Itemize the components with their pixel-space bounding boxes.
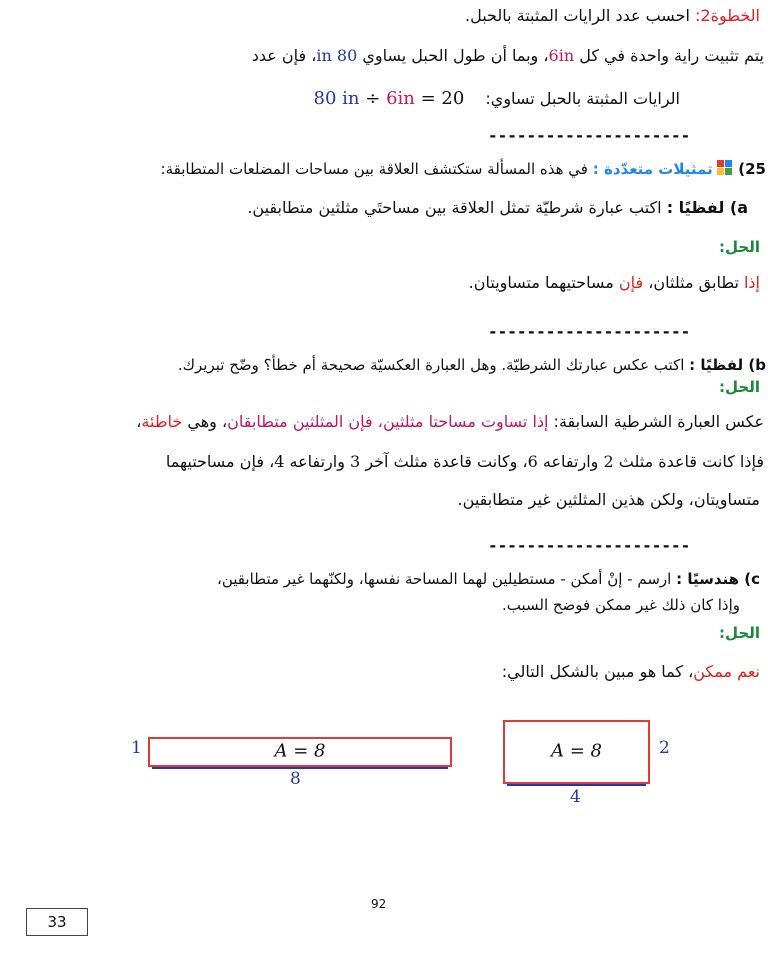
ans-b-n2: 2 <box>603 452 614 471</box>
p1-part2: ، وبما أن طول الحبل يساوي <box>357 46 549 65</box>
expr-6in: 6in <box>386 88 415 109</box>
ans-a-then: فإن <box>618 273 644 292</box>
question-c <box>217 570 760 588</box>
step2-text: احسب عدد الرايات المثبتة بالحبل. <box>465 6 695 25</box>
qc-label: c) هندسيًا : <box>676 570 760 588</box>
rectangle-2 <box>503 720 650 784</box>
qc-text1: ارسم - إنْ أمكن - مستطيلين لهما المساحة نفسها، ولكنّهما غير متطابقين، <box>217 570 672 588</box>
solution-label-b: الحل: <box>719 378 760 396</box>
separator: --------------------- <box>488 126 691 145</box>
rectangle-2-width: 4 <box>570 787 581 807</box>
answer-c <box>502 662 760 681</box>
p1-part1: يتم تثبيت راية واحدة في كل <box>574 46 764 65</box>
separator: --------------------- <box>488 322 691 341</box>
ans-c-yes: نعم ممكن <box>693 662 760 681</box>
ans-c-rest: ، كما هو مبين بالشكل التالي: <box>501 662 694 681</box>
ans-a-end: مساحتيهما متساويتان. <box>468 273 619 292</box>
ans-b-l1a: عكس العبارة الشرطية السابقة: <box>548 412 764 431</box>
page-number: 92 <box>371 897 387 911</box>
ans-b-l1c: ، وهي <box>182 412 228 431</box>
paragraph-line-2 <box>314 88 680 109</box>
expr-eq: = <box>414 88 442 109</box>
step2-label: الخطوة2: <box>695 6 760 25</box>
math-80in: 80 in <box>316 46 358 65</box>
rectangle-1-width: 8 <box>290 769 301 789</box>
ans-b-l1b: إذا تساوت مساحتا مثلثين، فإن المثلثين متطابقان <box>227 412 549 431</box>
answer-b-line2 <box>166 452 764 471</box>
ans-a-mid: تطابق مثلثان، <box>643 273 744 292</box>
multiple-representations-icon <box>717 160 733 176</box>
paragraph-line-1 <box>252 46 764 65</box>
separator: --------------------- <box>488 536 691 555</box>
ans-b-n4: 4 <box>274 452 285 471</box>
question-c-line2: وإذا كان ذلك غير ممكن فوضح السبب. <box>501 596 740 614</box>
ans-b-l2a: فإذا كانت قاعدة مثلث <box>613 452 764 471</box>
division-expression <box>314 88 465 109</box>
rectangle-2-area: A = 8 <box>551 740 602 762</box>
q25-text: في هذه المسألة ستكتشف العلاقة بين مساحات المضلعات المتطابقة: <box>160 160 588 178</box>
math-6in: 6in <box>548 46 575 65</box>
question-a <box>247 198 748 217</box>
rectangle-1 <box>148 737 452 767</box>
answer-b-line1 <box>136 412 764 431</box>
expr-result: 20 <box>441 88 465 109</box>
rectangle-1-base-line <box>152 767 448 769</box>
rectangle-1-area: A = 8 <box>274 740 326 762</box>
rectangle-2-height: 2 <box>659 738 670 758</box>
ans-b-n3: 3 <box>350 452 361 471</box>
solution-label-a: الحل: <box>719 238 760 256</box>
qb-label: b) لفظيًا : <box>689 356 766 374</box>
ans-b-l2b: وارتفاعه <box>537 452 604 471</box>
ans-a-if: إذا <box>743 273 760 292</box>
qa-label: a) لفظيًا : <box>666 198 748 217</box>
rectangle-2-base-line <box>507 784 646 786</box>
solution-label-c: الحل: <box>719 624 760 642</box>
p2-text: الرايات المثبتة بالحبل تساوي: <box>485 89 680 108</box>
rectangle-1-height: 1 <box>131 738 142 758</box>
lesson-number-box: 33 <box>26 908 88 936</box>
answer-a <box>469 273 760 292</box>
qa-text: اكتب عبارة شرطيّة تمثل العلاقة بين مساحتَي مثلثين متطابقين. <box>247 198 662 217</box>
ans-b-l2c: ، وكانت قاعدة مثلث آخر <box>360 452 528 471</box>
ans-b-n6: 6 <box>527 452 538 471</box>
p1-part3: ، فإن عدد <box>251 46 317 65</box>
ans-b-l1d: خاطئة <box>141 412 183 431</box>
ans-b-l1e: ، <box>136 412 142 431</box>
answer-b-line3: متساويتان، ولكن هذين المثلثين غير متطابقين. <box>457 490 760 509</box>
question-b <box>178 356 766 374</box>
question-25 <box>161 160 766 178</box>
step2-line <box>465 6 760 25</box>
ans-b-l2d: وارتفاعه <box>284 452 351 471</box>
expr-80in: 80 in <box>313 88 360 109</box>
qb-text: اكتب عكس عبارتك الشرطيّة. وهل العبارة العكسيّة صحيحة أم خطأ؟ وضّح تبريرك. <box>177 356 685 374</box>
q25-number: 25) <box>738 160 766 178</box>
expr-op: ÷ <box>359 88 387 109</box>
ans-b-l2e: ، فإن مساحتيهما <box>165 452 275 471</box>
q25-title: تمثيلات متعدّدة : <box>592 160 713 178</box>
